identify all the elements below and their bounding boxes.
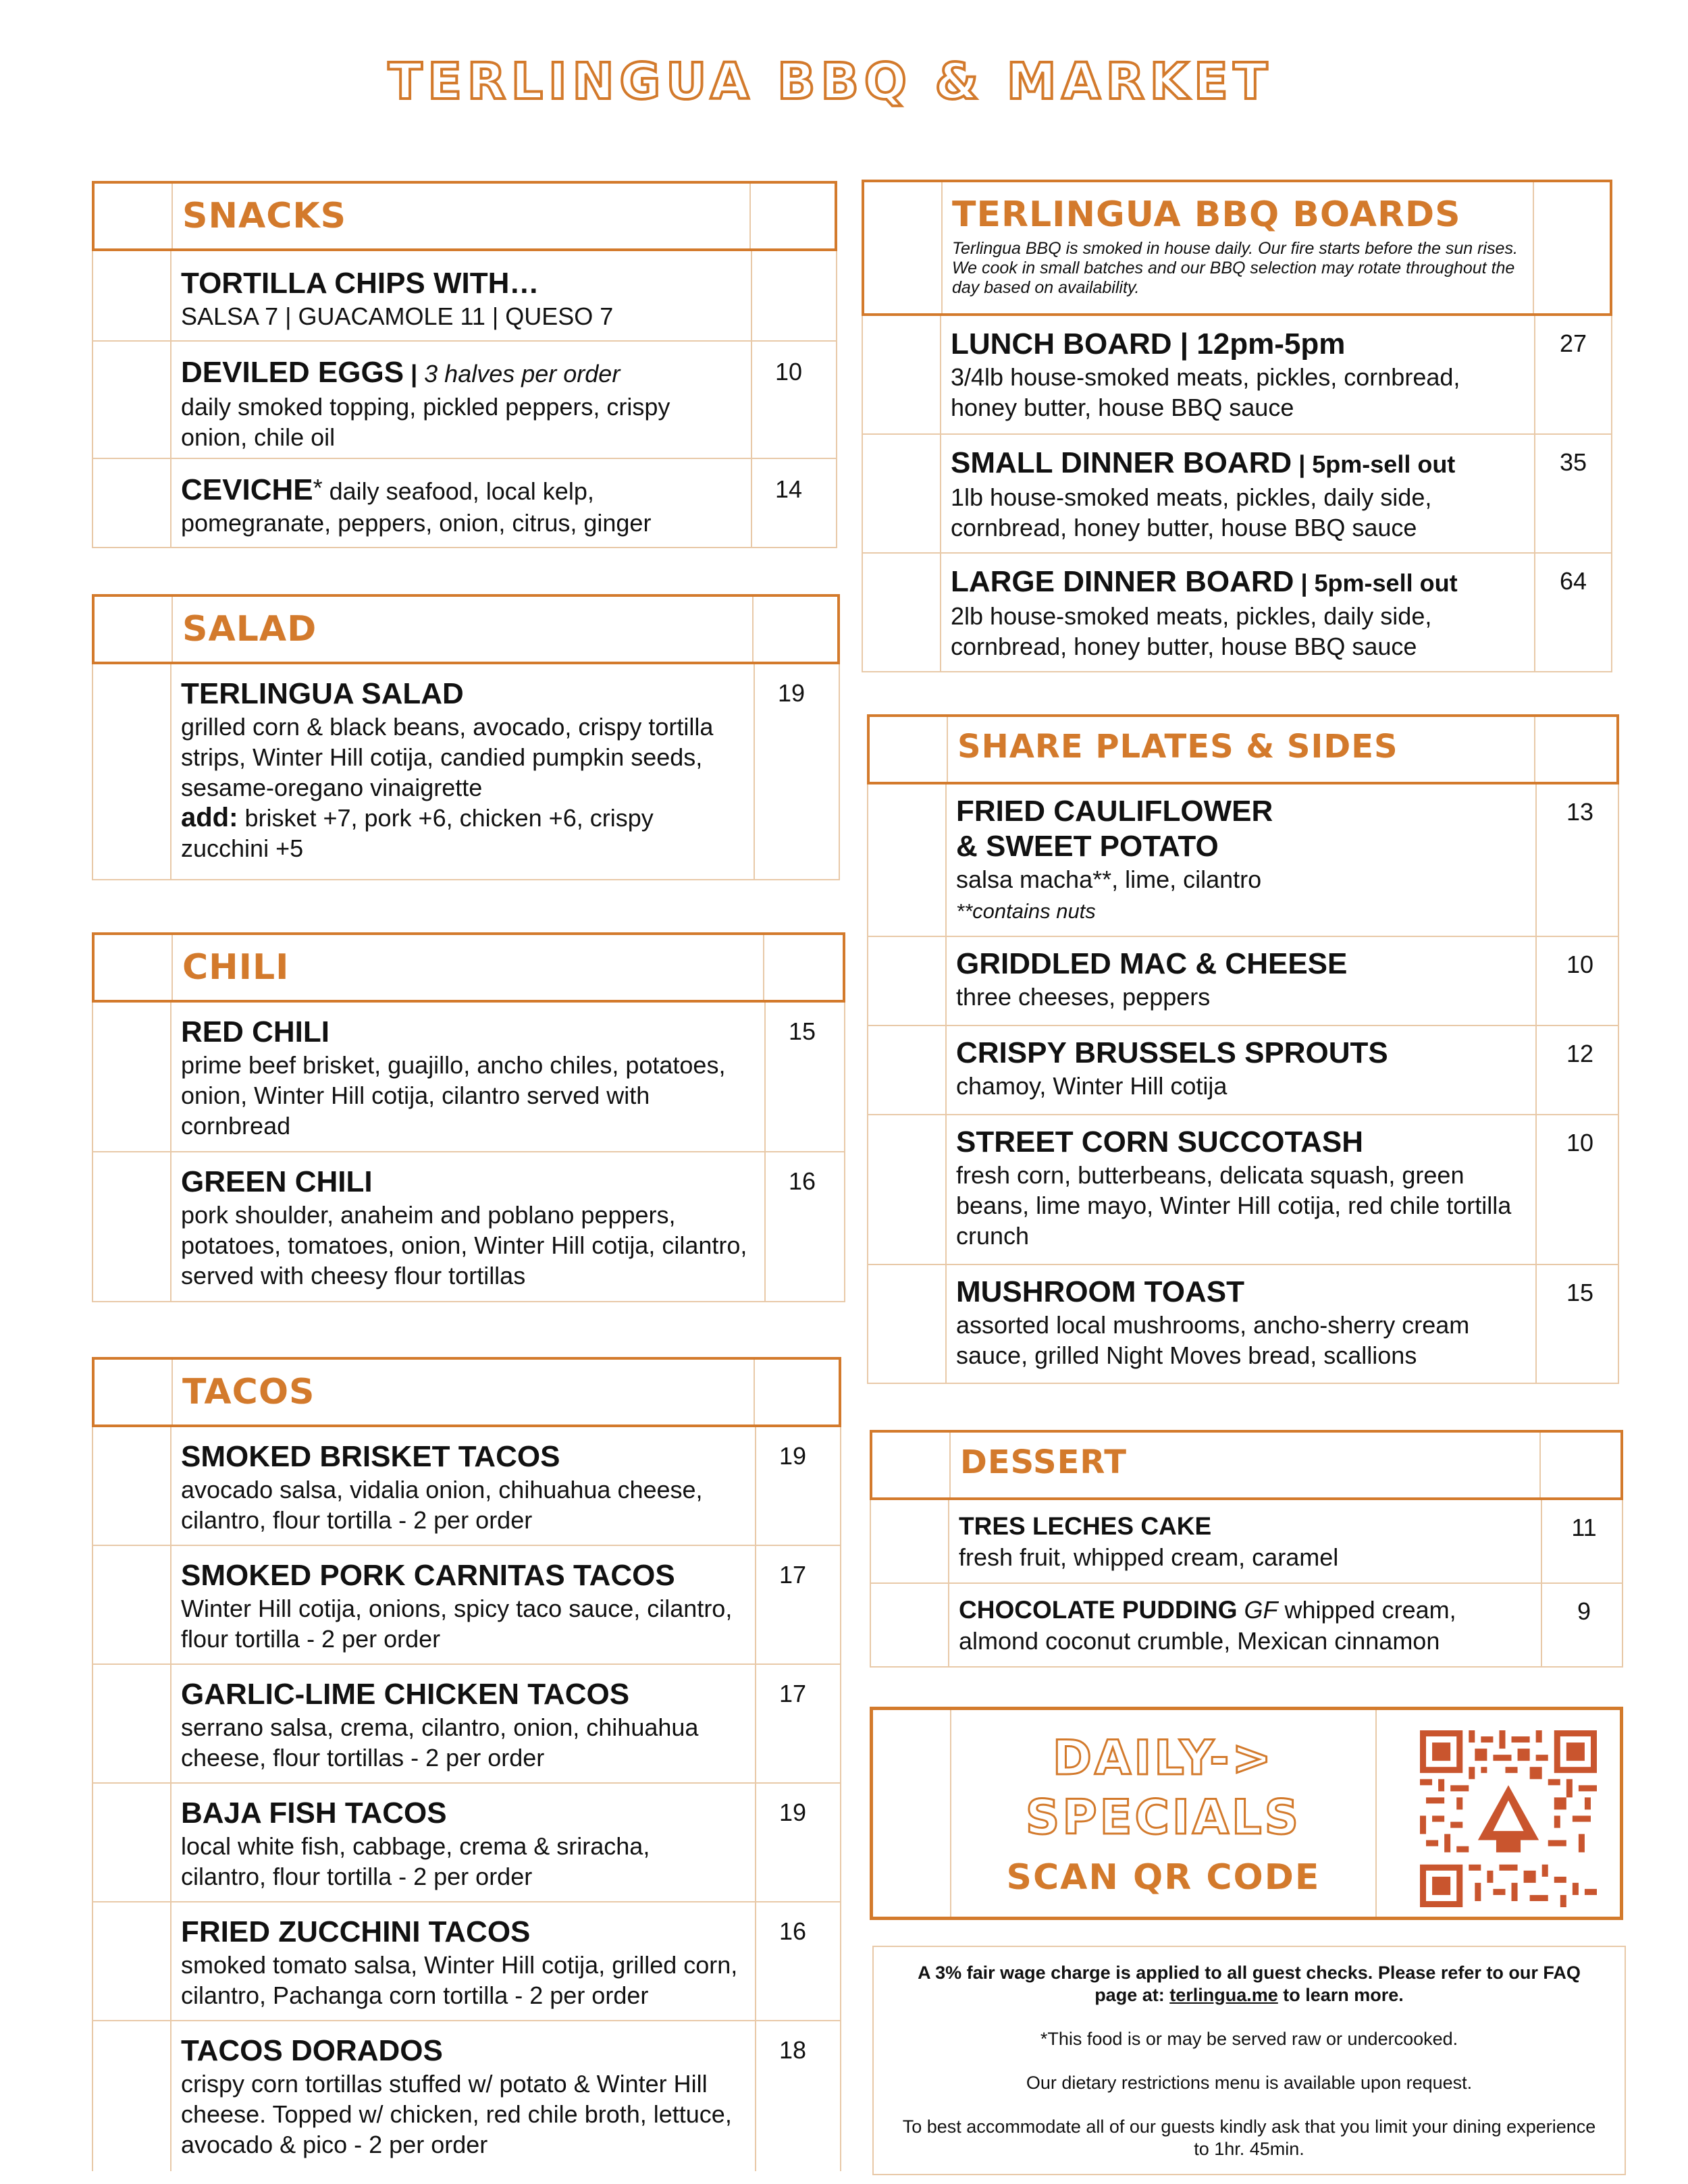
- item-name: CRISPY BRUSSELS SPROUTS: [956, 1036, 1388, 1069]
- salad-section: [92, 594, 840, 880]
- snacks-header: [92, 181, 837, 251]
- item-price: 35: [1559, 448, 1587, 476]
- item-desc: crispy corn tortillas stuffed w/ potato & Winter Hill cheese. Topped w/ chicken, red chile broth, lettuce, avocado & pico - 2 per order: [181, 2070, 732, 2158]
- item-desc: assorted local mushrooms, ancho-sherry cream sauce, grilled Night Moves bread, scallions: [956, 1311, 1470, 1369]
- item-desc-line2: almond coconut crumble, Mexican cinnamon: [959, 1627, 1440, 1655]
- menu-item: [93, 1902, 840, 2021]
- item-name: DEVILED EGGS: [181, 356, 404, 389]
- menu-item: [868, 1265, 1618, 1384]
- item-price: 27: [1559, 329, 1587, 357]
- restaurant-title: TERLINGUA BBQ & MARKET: [388, 53, 1273, 111]
- item-price: 15: [788, 1017, 816, 1045]
- item-price: 14: [774, 475, 803, 503]
- item-name: LUNCH BOARD | 12pm-5pm: [951, 327, 1346, 361]
- item-price: 19: [779, 1442, 807, 1470]
- item-name: CHOCOLATE PUDDING: [959, 1596, 1238, 1624]
- chili-header: [92, 932, 845, 1003]
- menu-item: [871, 1500, 1622, 1584]
- item-desc: serrano salsa, crema, cilantro, onion, chihuahua cheese, flour tortillas - 2 per order: [181, 1713, 699, 1772]
- dessert-header: [870, 1430, 1623, 1500]
- item-name: FRIED CAULIFLOWER: [956, 795, 1273, 828]
- item-price: 9: [1577, 1597, 1591, 1625]
- dessert-section: [870, 1430, 1623, 1668]
- menu-item: [93, 1152, 844, 1302]
- add-options: brisket +7, pork +6, chicken +6, crispy zucchini +5: [181, 804, 654, 862]
- faq-link[interactable]: terlingua.me: [1169, 1985, 1278, 2005]
- item-desc: Winter Hill cotija, onions, spicy taco sauce, cilantro, flour tortilla - 2 per order: [181, 1595, 733, 1653]
- specials-line2: SPECIALS: [1025, 1790, 1302, 1845]
- item-price: 13: [1566, 798, 1594, 826]
- item-price: 16: [788, 1167, 816, 1195]
- item-name: BAJA FISH TACOS: [181, 1796, 447, 1830]
- section-heading: DESSERT: [960, 1443, 1127, 1481]
- snacks-section: [92, 181, 837, 548]
- menu-item: [93, 1784, 840, 1902]
- item-name: TRES LECHES CAKE: [959, 1512, 1212, 1540]
- gf-tag: GF: [1237, 1596, 1278, 1624]
- chili-section: [92, 932, 845, 1302]
- share-plates-header: [867, 714, 1619, 784]
- menu-item: [863, 316, 1611, 435]
- item-name: STREET CORN SUCCOTASH: [956, 1125, 1363, 1158]
- item-desc: fresh fruit, whipped cream, caramel: [959, 1543, 1339, 1571]
- item-name: GRIDDLED MAC & CHEESE: [956, 947, 1348, 980]
- item-desc: local white fish, cabbage, crema & sriracha, cilantro, flour tortilla - 2 per order: [181, 1832, 650, 1890]
- item-desc: avocado salsa, vidalia onion, chihuahua cheese, cilantro, flour tortilla - 2 per order: [181, 1476, 703, 1534]
- item-desc: 3/4lb house-smoked meats, pickles, cornbread, honey butter, house BBQ sauce: [951, 363, 1460, 421]
- item-note: 3 halves per order: [424, 360, 621, 388]
- item-desc: chamoy, Winter Hill cotija: [956, 1072, 1228, 1100]
- item-name: SMOKED BRISKET TACOS: [181, 1440, 560, 1473]
- daily-specials-box: [870, 1707, 1623, 1920]
- item-price: 17: [779, 1680, 807, 1707]
- item-desc: SALSA 7 | GUACAMOLE 11 | QUESO 7: [181, 302, 614, 330]
- item-price: 64: [1559, 567, 1587, 595]
- item-name: SMOKED PORK CARNITAS TACOS: [181, 1559, 675, 1592]
- section-heading: SALAD: [182, 609, 317, 649]
- item-price: 19: [779, 1799, 807, 1826]
- item-price: 16: [779, 1917, 807, 1945]
- item-desc: salsa macha**, lime, cilantro: [956, 865, 1262, 893]
- item-desc: pork shoulder, anaheim and poblano peppers, potatoes, tomatoes, onion, Winter Hill cotija, cilantro, served with cheesy flour tortillas: [181, 1201, 747, 1289]
- item-price: 11: [1571, 1514, 1597, 1541]
- menu-item: [868, 937, 1618, 1026]
- item-name: GREEN CHILI: [181, 1165, 373, 1198]
- boards-note: Terlingua BBQ is smoked in house daily. Our fire starts before the sun rises. We cook in small batches and our BBQ selection may rotate throughout the day based on availability.: [952, 239, 1518, 297]
- item-price: 10: [1566, 951, 1594, 978]
- bbq-boards-section: [862, 180, 1612, 672]
- item-note: **contains nuts: [956, 899, 1096, 923]
- item-name: TERLINGUA SALAD: [181, 677, 464, 710]
- qr-code-icon[interactable]: [1420, 1730, 1597, 1907]
- item-desc: daily smoked topping, pickled peppers, crispy onion, chile oil: [181, 393, 670, 451]
- info-notes-box: [872, 1946, 1626, 2175]
- section-heading: TACOS: [182, 1372, 315, 1412]
- bbq-boards-header: [862, 180, 1612, 316]
- menu-item: [863, 435, 1611, 554]
- share-plates-section: [867, 714, 1619, 1384]
- tacos-header: [92, 1357, 841, 1427]
- item-price: 12: [1566, 1040, 1594, 1067]
- item-hours: | 5pm-sell out: [1292, 450, 1456, 478]
- fair-wage-note: A 3% fair wage charge is applied to all guest checks. Please refer to our FAQ page at: terlingua.me to learn more.: [918, 1963, 1581, 2005]
- menu-item: DEVILED EGGS | 3 halves per order daily smoked topping, pickled peppers, crispy onion, chile oil 10: [93, 342, 836, 459]
- menu-item: [868, 1026, 1618, 1115]
- menu-item: [868, 784, 1618, 937]
- item-desc: fresh corn, butterbeans, delicata squash, green beans, lime mayo, Winter Hill cotija, red chile tortilla crunch: [956, 1161, 1512, 1250]
- item-desc: prime beef brisket, guajillo, ancho chiles, potatoes, onion, Winter Hill cotija, cilantro served with cornbread: [181, 1051, 726, 1140]
- specials-line1: DAILY->: [1052, 1730, 1275, 1786]
- item-name: TACOS DORADOS: [181, 2034, 443, 2067]
- item-desc: three cheeses, peppers: [956, 983, 1211, 1011]
- item-price: 15: [1566, 1279, 1594, 1306]
- item-name-line2: & SWEET POTATO: [956, 830, 1219, 863]
- item-price: 17: [779, 1561, 807, 1589]
- scan-qr-label: SCAN QR CODE: [1006, 1857, 1321, 1898]
- tacos-list: [92, 1427, 841, 2171]
- dietary-note: Our dietary restrictions menu is available upon request.: [1026, 2073, 1473, 2093]
- item-name: TORTILLA CHIPS WITH…: [181, 267, 539, 300]
- menu-item: CEVICHE* daily seafood, local kelp, pomegranate, peppers, onion, citrus, ginger 14: [93, 459, 836, 548]
- item-desc: 2lb house-smoked meats, pickles, daily side, cornbread, honey butter, house BBQ sauce: [951, 602, 1432, 660]
- item-hours: | 5pm-sell out: [1294, 569, 1458, 597]
- item-price: 18: [779, 2036, 807, 2064]
- item-name: CEVICHE: [181, 473, 313, 506]
- menu-item: [863, 554, 1611, 672]
- menu-item: [93, 2021, 840, 2171]
- item-desc: smoked tomato salsa, Winter Hill cotija, grilled corn, cilantro, Pachanga corn tortilla - 2 per order: [181, 1951, 738, 2009]
- item-name: MUSHROOM TOAST: [956, 1275, 1244, 1308]
- add-label: add:: [181, 803, 238, 832]
- menu-item: [871, 1584, 1622, 1668]
- item-price: 10: [774, 358, 803, 385]
- item-name: LARGE DINNER BOARD: [951, 565, 1294, 598]
- tacos-section: [92, 1357, 841, 2171]
- salad-header: [92, 594, 840, 664]
- item-name: GARLIC-LIME CHICKEN TACOS: [181, 1678, 630, 1711]
- dining-time-note: To best accommodate all of our guests kindly ask that you limit your dining experience to 1hr. 45min.: [902, 2116, 1596, 2159]
- item-price: 19: [777, 679, 806, 707]
- menu-item: [93, 1003, 844, 1152]
- item-name: FRIED ZUCCHINI TACOS: [181, 1915, 531, 1948]
- menu-item: [93, 1665, 840, 1784]
- section-heading: SNACKS: [182, 196, 347, 236]
- item-desc: whipped cream,: [1277, 1596, 1456, 1624]
- raw-food-note: *This food is or may be served raw or undercooked.: [1040, 2029, 1458, 2049]
- section-heading: TERLINGUA BBQ BOARDS: [952, 194, 1461, 235]
- item-name: SMALL DINNER BOARD: [951, 446, 1292, 479]
- menu-item: [93, 251, 836, 342]
- menu-item: [93, 664, 839, 880]
- section-heading: SHARE PLATES & SIDES: [957, 728, 1398, 766]
- item-desc: 1lb house-smoked meats, pickles, daily side, cornbread, honey butter, house BBQ sauce: [951, 483, 1432, 541]
- menu-item: [93, 1546, 840, 1665]
- item-price: 10: [1566, 1129, 1594, 1156]
- section-heading: CHILI: [182, 947, 290, 988]
- item-desc: daily seafood, local kelp, pomegranate, peppers, onion, citrus, ginger: [181, 477, 652, 537]
- menu-item: [868, 1115, 1618, 1265]
- menu-item: [93, 1427, 840, 1546]
- item-desc: grilled corn & black beans, avocado, crispy tortilla strips, Winter Hill cotija, candied pumpkin seeds, sesame-oregano vinaigrette: [181, 713, 714, 801]
- item-name: RED CHILI: [181, 1015, 329, 1048]
